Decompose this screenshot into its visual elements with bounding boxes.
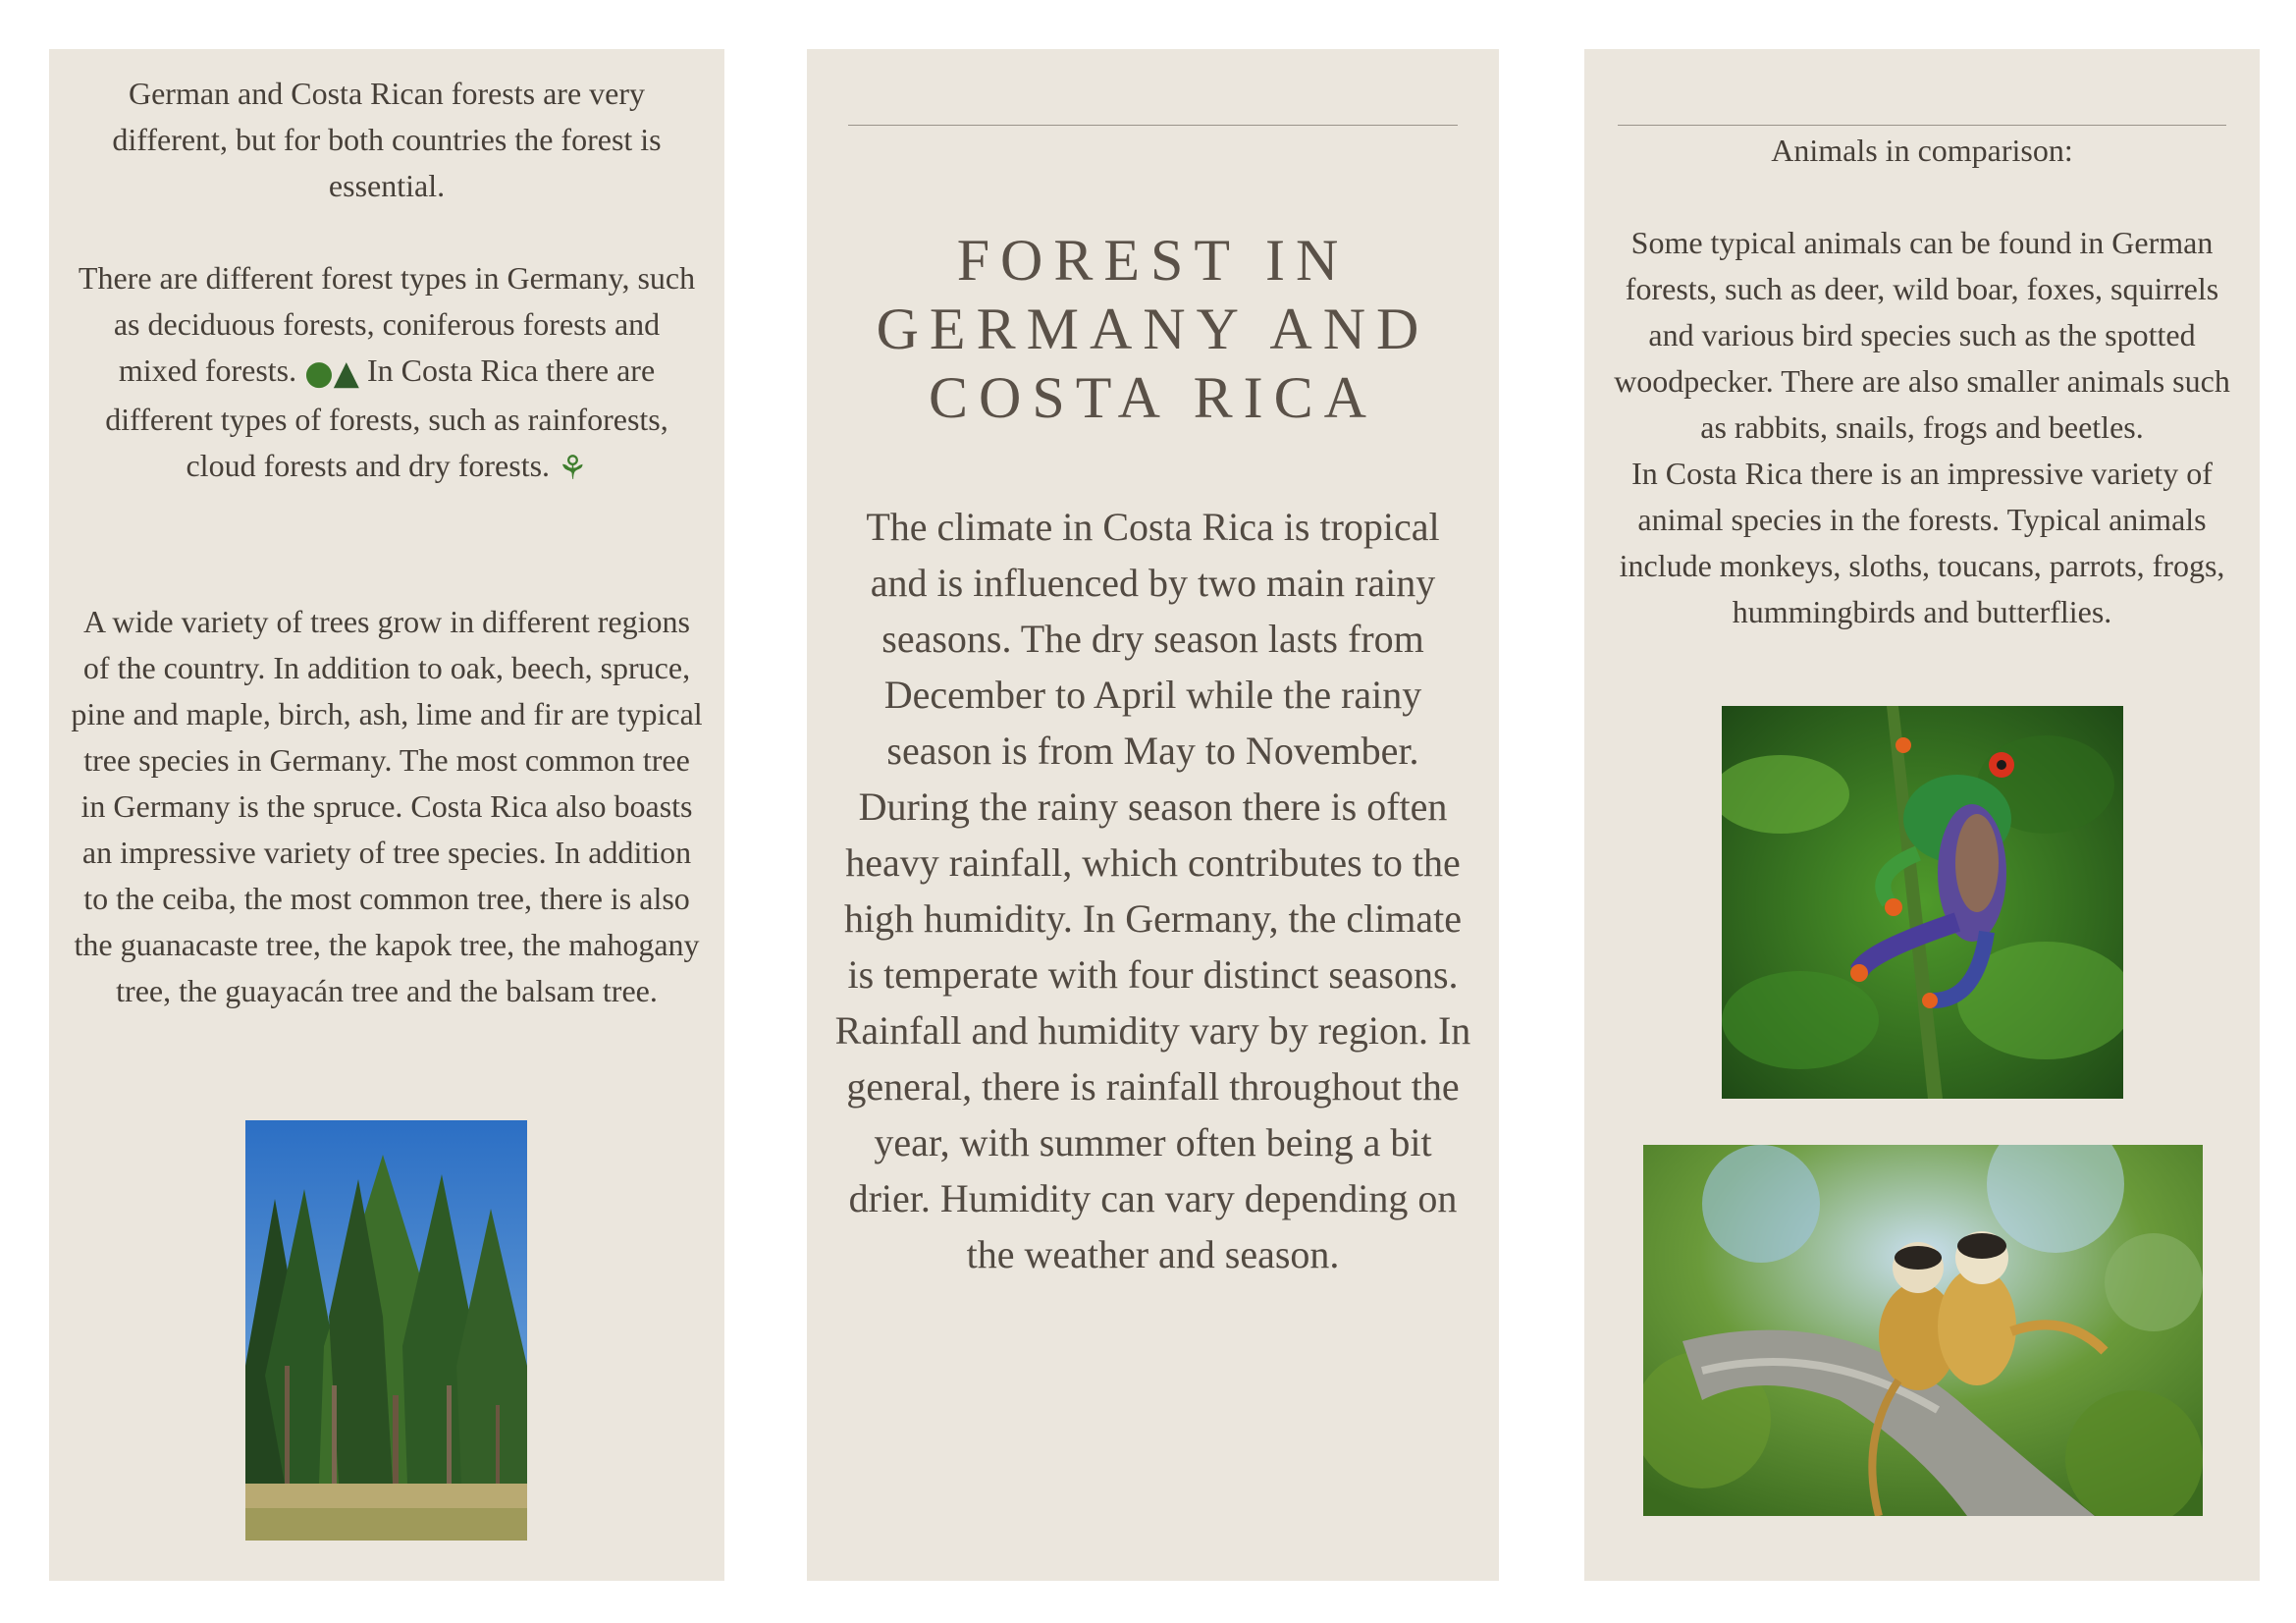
title-line-2: GERMANY AND	[876, 297, 1430, 361]
climate-paragraph: The climate in Costa Rica is tropical and is influenced by two main rainy seasons. The dry season lasts from December to April while the rainy season is from May to November. During the rainy season there is often heavy rainfall, which contributes to the high humidity. In Germany, the climate is temperate with four distinct seasons. Rainfall and humidity vary by region. In general, there is rainfall throughout the year, with summer often being a bit drier. Humidity can vary depending on the weather and season.	[834, 505, 1471, 1276]
forest-types-paragraph	[71, 255, 703, 492]
left-panel	[49, 49, 724, 1581]
costa-rica-animals-paragraph: In Costa Rica there is an impressive variety of animal species in the forests. Typical animals include monkeys, sloths, toucans, parrots, frogs, hummingbirds and butterflies.	[1619, 456, 2225, 629]
animals-heading: Animals in comparison:	[1771, 133, 2073, 168]
tree-frog-photo	[1722, 706, 2123, 1099]
middle-panel	[807, 49, 1499, 1581]
animals-text	[1606, 220, 2238, 635]
tree-species-paragraph: A wide variety of trees grow in different regions of the country. In addition to oak, beech, spruce, pine and maple, birch, ash, lime and fir are typical tree species in Germany. The most common tree in Germany is the spruce. Costa Rica also boasts an impressive variety of tree species. In addition to the ceiba, the most common tree, there is also the guanacaste tree, the kapok tree, the mahogany tree, the guayacán tree and the balsam tree.	[71, 604, 703, 1008]
palm-tree-icon: ⚘	[558, 449, 588, 489]
title-line-1: FOREST IN	[956, 228, 1350, 293]
squirrel-monkeys-photo	[1643, 1145, 2203, 1516]
right-panel	[1584, 49, 2260, 1581]
intro-paragraph: German and Costa Rican forests are very different, but for both countries the forest is essential.	[112, 76, 662, 203]
forest-types-costa-rica-text: In Costa Rica there are different types of forests, such as rainforests, cloud forests and dry forests.	[105, 352, 668, 484]
title-line-3: COSTA RICA	[929, 365, 1377, 430]
divider-line	[1618, 125, 2226, 126]
deciduous-tree-icon: ●	[304, 353, 334, 394]
page-title	[827, 226, 1479, 432]
divider-line	[848, 125, 1458, 126]
spruce-forest-photo	[245, 1120, 527, 1541]
germany-animals-paragraph: Some typical animals can be found in German forests, such as deer, wild boar, foxes, squirrels and various bird species such as the spotted woodpecker. There are also smaller animals such as rabbits, snails, frogs and beetles.	[1614, 225, 2230, 445]
evergreen-tree-icon: ▲	[333, 353, 359, 394]
forest-types-germany-text: There are different forest types in Germany, such as deciduous forests, coniferous forests and mixed forests.	[78, 260, 696, 388]
